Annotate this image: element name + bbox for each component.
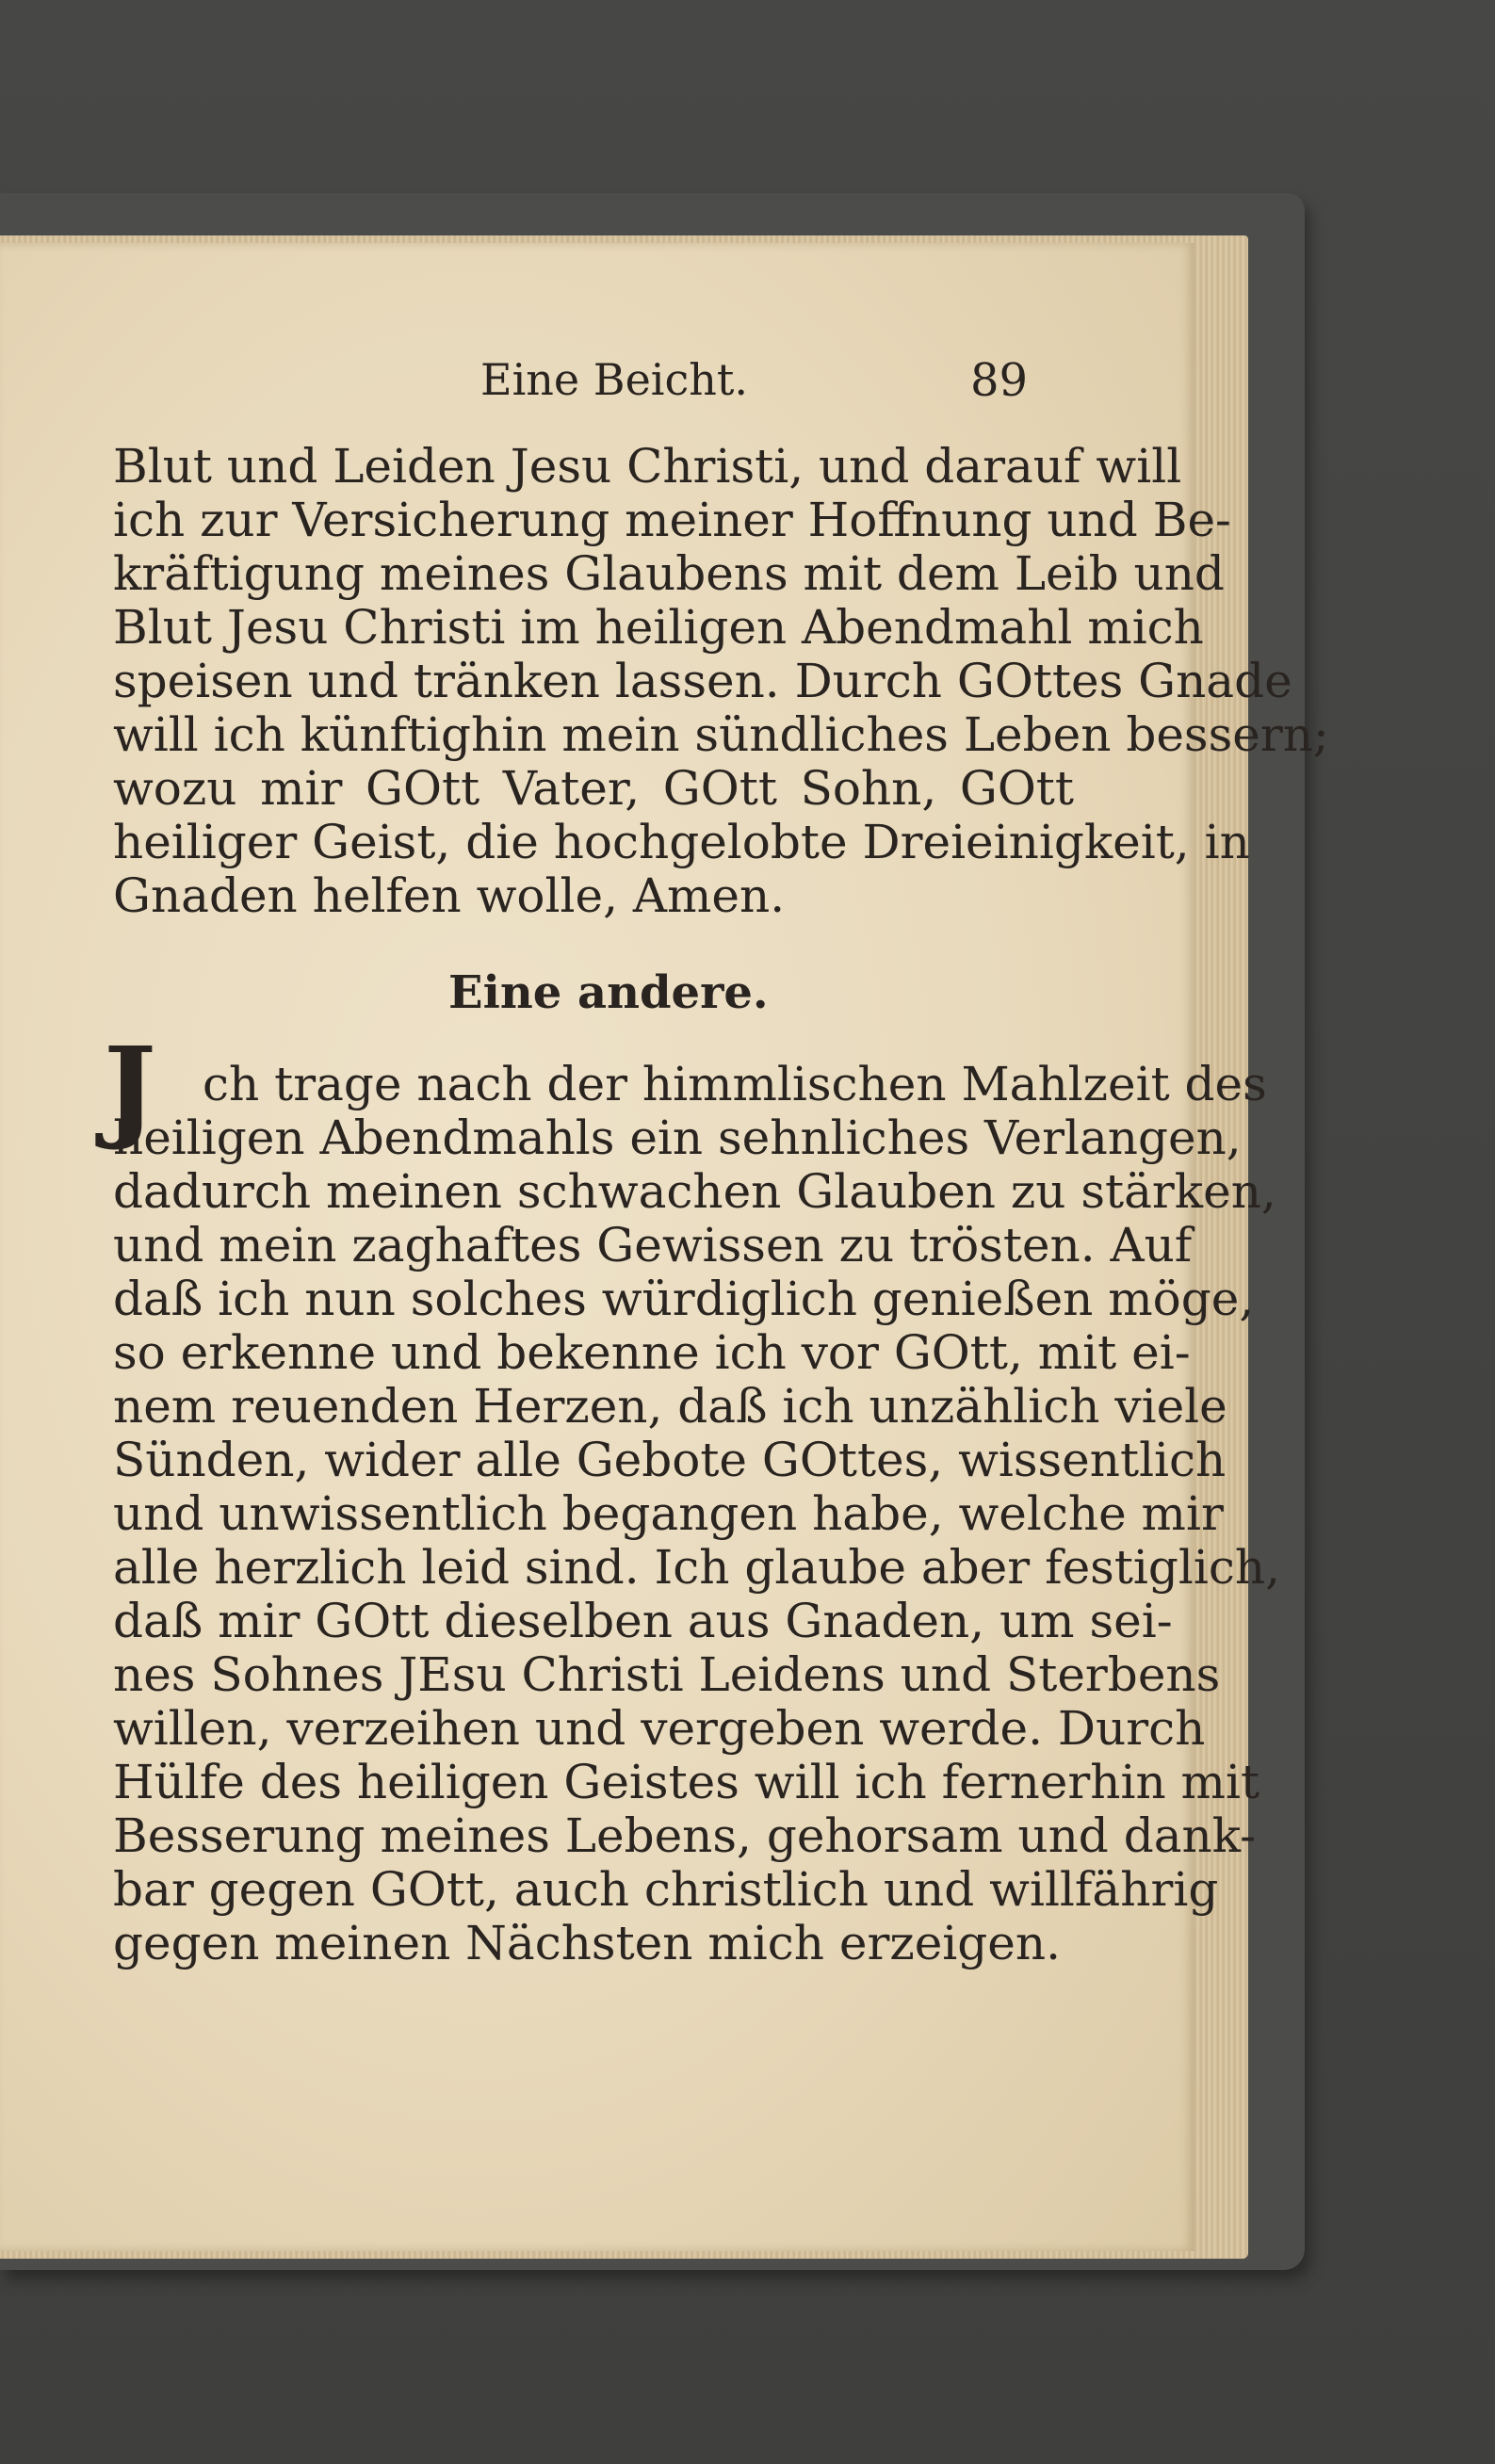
text-line: gegen meinen Nächsten mich erzeigen. [113, 1916, 1061, 1970]
text-line: Blut Jesu Christi im heiligen Abendmahl mich [113, 600, 1204, 655]
text-line: und mein zaghaftes Gewissen zu trösten. Auf [113, 1218, 1193, 1273]
text-line: alle herzlich leid sind. Ich glaube aber festiglich, [113, 1540, 1280, 1595]
text-line: heiligen Abendmahls ein sehnliches Verlangen, [113, 1110, 1242, 1165]
text-line: will ich künftighin mein sündliches Leben bessern; [113, 707, 1329, 762]
text-line: daß ich nun solches würdiglich genießen möge, [113, 1272, 1255, 1326]
text-line: Blut und Leiden Jesu Christi, und darauf will [113, 439, 1182, 494]
text-line: daß mir GOtt dieselben aus Gnaden, um sei- [113, 1594, 1173, 1648]
text-line: Sünden, wider alle Gebote GOttes, wissentlich [113, 1433, 1227, 1487]
text-line: speisen und tränken lassen. Durch GOttes Gnade [113, 654, 1292, 708]
text-line: ich zur Versicherung meiner Hoffnung und Be- [113, 493, 1231, 547]
text-line: dadurch meinen schwachen Glauben zu stärken, [113, 1164, 1276, 1219]
text-line: nem reuenden Herzen, daß ich unzählich viele [113, 1379, 1227, 1434]
text-line: nes Sohnes JEsu Christi Leidens und Sterbens [113, 1647, 1221, 1702]
page-number: 89 [970, 354, 1029, 407]
text-line: bar gegen GOtt, auch christlich und willfährig [113, 1862, 1219, 1917]
text-line: Hülfe des heiligen Geistes will ich fernerhin mit [113, 1755, 1260, 1809]
text-line: willen, verzeihen und vergeben werde. Durch [113, 1701, 1206, 1756]
text-line: ch trage nach der himmlischen Mahlzeit des [203, 1057, 1267, 1111]
section-heading: Eine andere. [448, 966, 769, 1019]
book-page [0, 243, 1329, 2251]
text-line: so erkenne und bekenne ich vor GOtt, mit ei- [113, 1325, 1191, 1380]
text-line: heiliger Geist, die hochgelobte Dreieinigkeit, in [113, 815, 1250, 869]
running-title: Eine Beicht. [480, 354, 748, 405]
text-line: und unwissentlich begangen habe, welche mir [113, 1486, 1224, 1541]
text-line: kräftigung meines Glaubens mit dem Leib und [113, 546, 1225, 601]
text-line: Besserung meines Lebens, gehorsam und dank- [113, 1808, 1257, 1863]
text-line: wozu mir GOtt Vater, GOtt Sohn, GOtt [113, 761, 1074, 816]
text-line: Gnaden helfen wolle, Amen. [113, 868, 786, 923]
drop-cap: J [104, 1022, 156, 1153]
